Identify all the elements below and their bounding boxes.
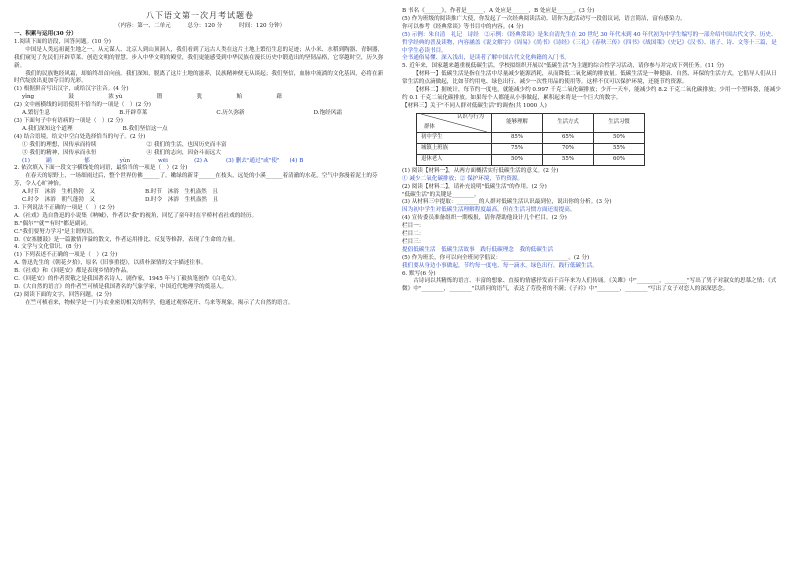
table-cell: 55% (594, 143, 645, 154)
pinyin-item: 锻 (156, 94, 163, 101)
question-6-text: 古诗词以其精炼的语言、丰富的想象、直接的情感抒发而千百年来为人们传诵。《关雎》中"________，________"写出了男子对淑女的思慕之情；《式微》中"________，________"以质问的语气，表达了劳役者的不满；《子衿》中"________，________"写出了女子对恋人的深深思念。 (402, 278, 777, 293)
option: D.时令 沐浴 生机盎然 且 (144, 197, 219, 204)
answer-cell: wēi (157, 157, 168, 164)
question-6: 6. 默写(6 分) (402, 270, 436, 277)
option: A. 鲁迅先生的《朝花夕拾》，原名《旧事重提》，以质朴深情的文字描述往事。 (14, 260, 207, 267)
table-cell: 85% (492, 132, 543, 143)
options-row (14, 197, 386, 205)
question-2: 2. 依次填入下面一段文字横线处的词语，最恰当的一项是（ ）(2 分) (14, 165, 188, 172)
pinyin-item: 藉 (276, 94, 282, 101)
option: A.繁衍生息 (22, 110, 51, 117)
question-5: 5. 近年来，国家越来越重视低碳生活，学校拟组织开展以"低碳生活"为主题的综合性学习活动，请你参与并完成下列任务。(11 分) (402, 63, 724, 70)
pinyin-item: 鼓 (68, 94, 75, 101)
header-label: 群体 (424, 123, 435, 130)
material-3-title: 【材料三】关于"不同人群对低碳生活"的调查(共 1000 人) (402, 102, 547, 109)
answer-text: (5) 示例：朱自清 礼记 诗经 ②示例：《经典常谈》是朱自清先生在 20 世纪 30 年代末到 40 年代初为中学生编写的一部介绍中国古代文学、历史、哲学经典的普及读物，内容涵盖《说文解字》《周易》《尚书》《诗经》《三礼》《春秋三传》《四书》《战国策》《史记》《汉书》、诸子、诗、文等十三篇，是中学生必读书目。 (402, 31, 777, 54)
option: B.《社戏》和《回延安》都是表现乡情的作品。 (14, 268, 132, 275)
option: ① 我们的理想，因传承而持续 (22, 141, 97, 148)
option: A.时节 沐浴 生机勃勃 又 (22, 189, 95, 196)
question-5-2-blank: "低碳生活"的关键是________。 (402, 191, 480, 198)
table-header: 生活方式 (543, 113, 594, 132)
answer-cell: 郁 (84, 157, 90, 164)
pinyin-item: 鲐 (236, 94, 243, 101)
answer-text: ① 减少二氧化碳排放；② 保护环境，节约资源。 (402, 175, 524, 182)
option: A.我们深知这个道理 (22, 125, 73, 132)
question-1-2: (2) 文中画横线的词语使用不恰当的一项是（ ）(2 分) (14, 102, 151, 109)
question-2-passage: 在春天的原野上，一场细雨过后，整个世界仿佛______了。嫩绿的新芽______在枝头，远处的小溪______着清澈的水花，空气中弥漫着泥土的芬芳，令人心旷神怡。 (14, 173, 378, 188)
option: B.开辟草莱 (119, 110, 148, 117)
right-column (402, 8, 782, 294)
answer-cell: (2) A (194, 157, 208, 164)
question-4-2: (2) 阅读下面的文字，回答问题。(2 分) (14, 291, 112, 298)
question-4-4: (5) 作为班级的阅读推广大使，你发起了一次经典阅读活动。请你为此活动写一段倡议词，语言简洁，富有感染力。 (402, 15, 686, 22)
pinyin-item: 犹 (196, 94, 203, 101)
header-label: 认识与行为 (457, 113, 484, 120)
answer-cell: yùn (119, 157, 131, 164)
question-4: 4. 文学与文化常识。(8 分) (14, 244, 82, 251)
option: ④ 我们的志向，因奋斗而远大 (146, 149, 221, 156)
column-item: 栏目二： (402, 231, 425, 238)
option: ② 我们的生活，也因历史而丰富 (146, 141, 227, 148)
question-5-1: (1) 阅读【材料一】，从两方面概括实行低碳生活的意义。(2 分) (402, 167, 559, 174)
answer-text: 因为初中学生对低碳生活理解程度最高，但在生活习惯方面还需提高。 (402, 207, 576, 214)
table-cell: 50% (594, 132, 645, 143)
table-corner-cell (417, 113, 492, 132)
question-5-5: (5) 作为班长，你可以向全班同学倡议：________________________。(2 分) (402, 254, 590, 261)
section-heading: 一、积累与运用(30 分） (14, 31, 77, 37)
passage-paragraph: 中国是人类远祖诞生地之一。从元谋人、北京人到山顶洞人，我们看到了远古人类在这片土地上繁衍生息的足迹；从小米、水稻到陶器、青铜器，我们窥见了先民们开辟草莱、创造文明的智慧。步入中华文明的殿堂，我们更能感受到中华民族在漫长历史中锻造出的坚韧品格，它穿越时空，历久弥新。 (14, 46, 384, 69)
survey-table (416, 113, 645, 166)
left-column (14, 8, 386, 308)
option: B.我们坚信这一点 (122, 125, 168, 132)
options-row (14, 150, 386, 158)
table-cell: 50% (492, 154, 543, 165)
option: C.历久弥新 (216, 110, 245, 117)
question-4-1: (1) 下列表述不正确的一项是（ ）(2 分) (14, 252, 118, 259)
exam-info: （内容：第一、二单元 总分：120 分 时间：120 分钟） (114, 23, 286, 29)
question-1-4: (4) 结合语境，给文中空白处选择恰当的句子。(2 分) (14, 133, 146, 140)
options-row (14, 126, 386, 134)
option: C."我们要努力学习"是主谓短语。 (14, 228, 98, 235)
option: ③ 我们的精神，因传承而永恒 (22, 149, 97, 156)
table-cell: 75% (492, 143, 543, 154)
answer-text: 全书通俗易懂、深入浅出，是读者了解中国古代文化典籍的入门书。 (402, 55, 570, 62)
column-item: 栏目一： (402, 223, 425, 230)
question-1-title: 1.阅读下面的语段，回答问题。(10 分) (14, 38, 111, 45)
table-header: 能够理解 (492, 113, 543, 132)
option: A.《社戏》选自鲁迅的小说集《呐喊》，作者以"我"的视角，回忆了童年时在平桥村看社戏的经历。 (14, 212, 258, 219)
page-title: 八下语文第一次月考试题卷 (146, 11, 254, 20)
pinyin-item: yǐng (22, 94, 35, 101)
question-1-3: (3) 下面句子中有语病的一项是（ ）(2 分) (14, 117, 123, 124)
answer-text: 提倡低碳生活 低碳生活故事 践行低碳理念 我的低碳生活 (402, 246, 554, 253)
table-row (417, 154, 645, 165)
option: B."偶尔""就""有时"都是副词。 (14, 220, 92, 227)
question-3: 3. 下列说法不正确的一项是（ ）(2 分) (14, 204, 115, 211)
table-row (417, 132, 645, 143)
material-2: 【材料二】据统计，每节约一度电，就能减少约 0.997 千克二氧化碳排放；少开一天车，能减少约 8.2 千克二氧化碳排放；少用一个塑料袋，能减少约 0.1 千克二氧化碳排放。如果每个人都能从小事做起，累积起来将是一个巨大的数字。 (402, 87, 781, 101)
table-row (417, 143, 645, 154)
answer-cell: (3) 删去"通过"或"使" (225, 157, 280, 164)
material-1: 【材料一】低碳生活是指在生活中尽量减少能源消耗，从而降低二氧化碳的排放量。低碳生活是一种健康、自然、环保的生活方式，它倡导人们从日常生活的点滴做起，比如节约用电、绿色出行、减少一次性用品的使用等。这样不仅可以保护环境，还能节约资源。 (402, 71, 777, 86)
table-cell: 退休老人 (417, 154, 492, 165)
pinyin-item: 浓 yù (108, 94, 123, 101)
table-cell: 65% (543, 132, 594, 143)
table-cell: 55% (543, 154, 594, 165)
question-4-3: B 书名《______》，作者是______，A 处应是______，B 处应是______。(3 分) (402, 8, 595, 14)
option: D.《安塞腰鼓》是一篇激情洋溢的散文，作者运用排比、反复等修辞，表现了生命的力量。 (14, 236, 239, 243)
answer-cell: (4) B (289, 157, 304, 164)
option: C.时令 沐浴 朝气蓬勃 又 (22, 197, 95, 204)
question-5-3: (3) 从材料三中提取：________的人群对低碳生活认识最到位，说出你的分析。(3 分) (402, 199, 612, 206)
passage-paragraph: 我们的民族饱经风霜，却始终昂首向前。我们深知，脱离了这片土地的滋养，民族精神便无从谈起；我们坚信，血脉中流淌的文化基因，必将在新时代绽放出更加夺目的光彩。 (14, 70, 384, 85)
pinyin-row (14, 94, 282, 102)
option: C.《回延安》的作者贺敬之是我国著名诗人、剧作家，1945 年与丁毅执笔创作《白毛女》。 (14, 276, 241, 283)
option: D.《大自然的语言》的作者竺可桢是我国著名的气象学家，中国近代地理学的奠基人。 (14, 284, 228, 290)
table-header: 生活习惯 (594, 113, 645, 132)
table-cell: 70% (543, 143, 594, 154)
table-header-row (417, 113, 645, 132)
options-row (14, 142, 386, 150)
question-4-2-text: 在竺可桢看来，物候学是一门与农业密切相关的科学，他通过观察花开、鸟来等现象，揭示了大自然的语言。 (25, 299, 294, 306)
answer-text: 我们要从身边小事做起，节约每一度电、每一滴水，绿色出行，践行低碳生活。 (402, 262, 598, 269)
table-cell: 初中学生 (417, 132, 492, 143)
column-item: 栏目三： (402, 238, 425, 245)
question-4-4-cont: 你可以参考《经典常谈》等书目中的内容。(4 分) (402, 23, 524, 30)
option: D.饱经风霜 (313, 110, 342, 117)
answer-cell: 踊 (46, 157, 52, 164)
question-1-1: (1) 根据拼音写出汉字，或给汉字注音。(4 分) (14, 86, 129, 93)
table-cell: 60% (594, 154, 645, 165)
options-row (14, 189, 386, 197)
option: B.时节 沐浴 生机盎然 且 (144, 189, 218, 196)
question-5-2: (2) 阅读【材料二】，请补充说明"低碳生活"的作用。(2 分) (402, 183, 547, 190)
question-5-4: (4) 宣传委员准备组织一期板报，请你帮助他设计几个栏目。(2 分) (402, 215, 567, 222)
options-row (14, 110, 342, 118)
answer-cell: (1) (22, 157, 30, 164)
table-cell: 城镇上班族 (417, 143, 492, 154)
